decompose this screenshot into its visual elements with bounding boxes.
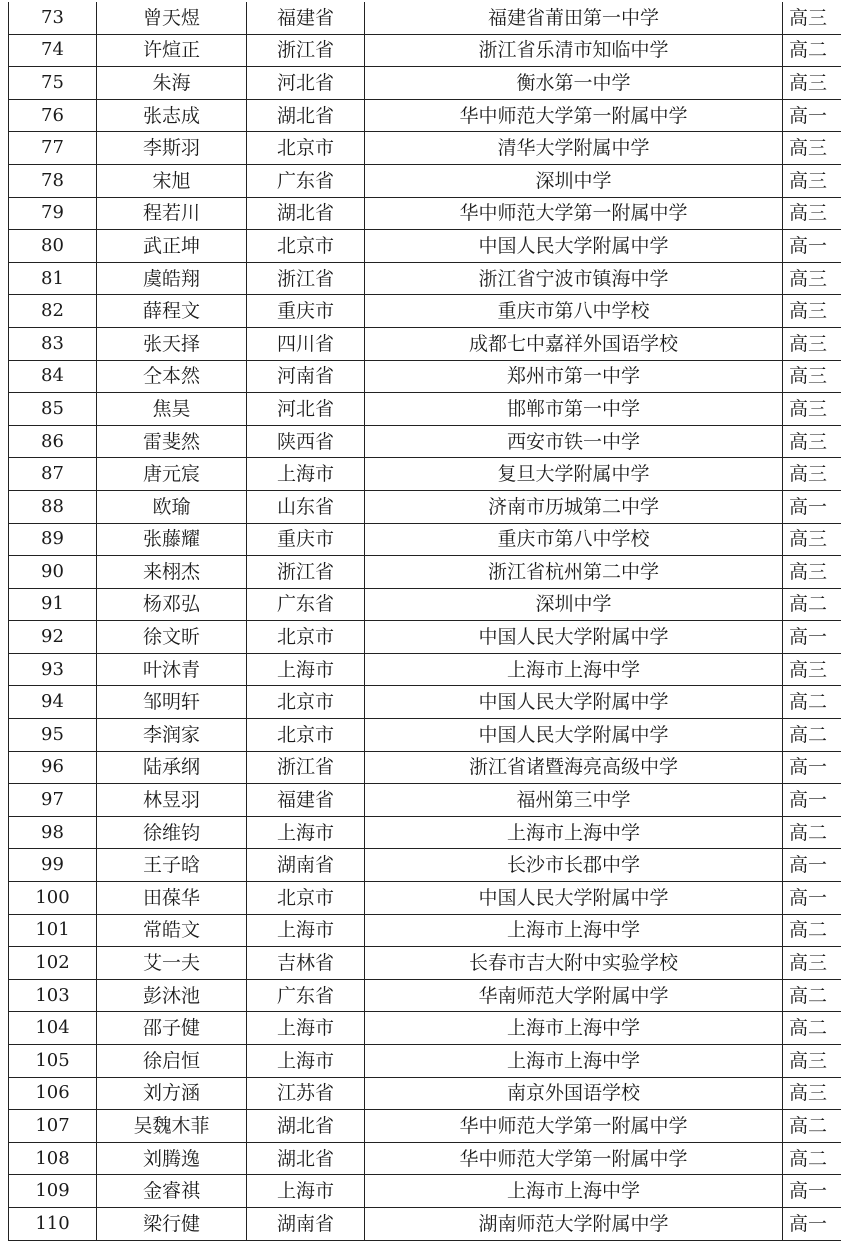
grade-cell: 高三	[783, 425, 841, 458]
table-row	[9, 979, 841, 1012]
student-name-cell: 张天择	[97, 327, 247, 360]
grade-cell: 高一	[783, 621, 841, 654]
school-cell: 衡水第一中学	[365, 67, 783, 100]
province-cell: 上海市	[247, 458, 365, 491]
table-row	[9, 360, 841, 393]
rank-cell: 82	[9, 295, 97, 328]
student-name-cell: 张志成	[97, 99, 247, 132]
table-row	[9, 1077, 841, 1110]
province-cell: 山东省	[247, 490, 365, 523]
province-cell: 河北省	[247, 67, 365, 100]
rank-cell: 79	[9, 197, 97, 230]
rank-cell: 95	[9, 719, 97, 752]
rank-cell: 97	[9, 784, 97, 817]
province-cell: 上海市	[247, 1045, 365, 1078]
province-cell: 湖南省	[247, 849, 365, 882]
school-cell: 深圳中学	[365, 588, 783, 621]
table-row	[9, 1207, 841, 1240]
school-cell: 福州第三中学	[365, 784, 783, 817]
rank-cell: 77	[9, 132, 97, 165]
student-name-cell: 张藤耀	[97, 523, 247, 556]
province-cell: 河南省	[247, 360, 365, 393]
grade-cell: 高一	[783, 490, 841, 523]
province-cell: 重庆市	[247, 523, 365, 556]
grade-cell: 高一	[783, 230, 841, 263]
province-cell: 福建省	[247, 2, 365, 34]
province-cell: 北京市	[247, 132, 365, 165]
grade-cell: 高三	[783, 262, 841, 295]
school-cell: 浙江省宁波市镇海中学	[365, 262, 783, 295]
province-cell: 浙江省	[247, 262, 365, 295]
results-table-body	[9, 2, 841, 1240]
student-name-cell: 程若川	[97, 197, 247, 230]
grade-cell: 高三	[783, 1077, 841, 1110]
student-name-cell: 田葆华	[97, 882, 247, 915]
grade-cell: 高二	[783, 1012, 841, 1045]
province-cell: 福建省	[247, 784, 365, 817]
table-row	[9, 947, 841, 980]
province-cell: 北京市	[247, 621, 365, 654]
table-row	[9, 1110, 841, 1143]
province-cell: 上海市	[247, 914, 365, 947]
student-name-cell: 徐文昕	[97, 621, 247, 654]
province-cell: 上海市	[247, 1012, 365, 1045]
province-cell: 北京市	[247, 719, 365, 752]
grade-cell: 高三	[783, 2, 841, 34]
table-row	[9, 2, 841, 34]
province-cell: 湖北省	[247, 197, 365, 230]
school-cell: 福建省莆田第一中学	[365, 2, 783, 34]
grade-cell: 高三	[783, 197, 841, 230]
table-row	[9, 67, 841, 100]
school-cell: 上海市上海中学	[365, 914, 783, 947]
student-name-cell: 彭沐池	[97, 979, 247, 1012]
school-cell: 邯郸市第一中学	[365, 393, 783, 426]
student-name-cell: 叶沐青	[97, 653, 247, 686]
province-cell: 陕西省	[247, 425, 365, 458]
rank-cell: 85	[9, 393, 97, 426]
student-name-cell: 林昱羽	[97, 784, 247, 817]
school-cell: 华南师范大学附属中学	[365, 979, 783, 1012]
province-cell: 湖南省	[247, 1207, 365, 1240]
rank-cell: 98	[9, 816, 97, 849]
student-name-cell: 曾天煜	[97, 2, 247, 34]
rank-cell: 89	[9, 523, 97, 556]
table-row	[9, 99, 841, 132]
rank-cell: 104	[9, 1012, 97, 1045]
province-cell: 北京市	[247, 882, 365, 915]
table-row	[9, 686, 841, 719]
grade-cell: 高二	[783, 816, 841, 849]
school-cell: 中国人民大学附属中学	[365, 621, 783, 654]
table-row	[9, 1175, 841, 1208]
table-row	[9, 425, 841, 458]
student-name-cell: 梁行健	[97, 1207, 247, 1240]
school-cell: 华中师范大学第一附属中学	[365, 1142, 783, 1175]
student-name-cell: 刘腾逸	[97, 1142, 247, 1175]
student-name-cell: 邹明轩	[97, 686, 247, 719]
rank-cell: 91	[9, 588, 97, 621]
school-cell: 长沙市长郡中学	[365, 849, 783, 882]
province-cell: 上海市	[247, 1175, 365, 1208]
table-row	[9, 621, 841, 654]
school-cell: 中国人民大学附属中学	[365, 719, 783, 752]
grade-cell: 高二	[783, 1142, 841, 1175]
table-row	[9, 882, 841, 915]
province-cell: 湖北省	[247, 1110, 365, 1143]
school-cell: 长春市吉大附中实验学校	[365, 947, 783, 980]
province-cell: 湖北省	[247, 1142, 365, 1175]
rank-cell: 101	[9, 914, 97, 947]
table-row	[9, 1045, 841, 1078]
school-cell: 成都七中嘉祥外国语学校	[365, 327, 783, 360]
school-cell: 浙江省诸暨海亮高级中学	[365, 751, 783, 784]
student-name-cell: 徐启恒	[97, 1045, 247, 1078]
province-cell: 北京市	[247, 686, 365, 719]
grade-cell: 高三	[783, 360, 841, 393]
rank-cell: 75	[9, 67, 97, 100]
student-name-cell: 欧瑜	[97, 490, 247, 523]
table-row	[9, 164, 841, 197]
school-cell: 华中师范大学第一附属中学	[365, 1110, 783, 1143]
student-name-cell: 王子晗	[97, 849, 247, 882]
school-cell: 清华大学附属中学	[365, 132, 783, 165]
student-name-cell: 焦昊	[97, 393, 247, 426]
school-cell: 华中师范大学第一附属中学	[365, 99, 783, 132]
school-cell: 上海市上海中学	[365, 653, 783, 686]
grade-cell: 高三	[783, 523, 841, 556]
table-row	[9, 816, 841, 849]
school-cell: 上海市上海中学	[365, 816, 783, 849]
rank-cell: 84	[9, 360, 97, 393]
student-name-cell: 朱海	[97, 67, 247, 100]
school-cell: 中国人民大学附属中学	[365, 686, 783, 719]
student-name-cell: 艾一夫	[97, 947, 247, 980]
grade-cell: 高二	[783, 1110, 841, 1143]
table-row	[9, 914, 841, 947]
results-table-container	[8, 2, 840, 1241]
rank-cell: 76	[9, 99, 97, 132]
rank-cell: 105	[9, 1045, 97, 1078]
table-row	[9, 393, 841, 426]
table-row	[9, 523, 841, 556]
table-row	[9, 849, 841, 882]
province-cell: 上海市	[247, 653, 365, 686]
province-cell: 浙江省	[247, 556, 365, 589]
table-row	[9, 262, 841, 295]
student-name-cell: 杨邓弘	[97, 588, 247, 621]
school-cell: 浙江省乐清市知临中学	[365, 34, 783, 67]
rank-cell: 96	[9, 751, 97, 784]
province-cell: 河北省	[247, 393, 365, 426]
student-name-cell: 李斯羽	[97, 132, 247, 165]
rank-cell: 74	[9, 34, 97, 67]
school-cell: 上海市上海中学	[365, 1045, 783, 1078]
school-cell: 上海市上海中学	[365, 1012, 783, 1045]
rank-cell: 108	[9, 1142, 97, 1175]
student-name-cell: 仝本然	[97, 360, 247, 393]
grade-cell: 高三	[783, 1045, 841, 1078]
school-cell: 中国人民大学附属中学	[365, 230, 783, 263]
student-name-cell: 武正坤	[97, 230, 247, 263]
table-row	[9, 653, 841, 686]
school-cell: 郑州市第一中学	[365, 360, 783, 393]
rank-cell: 102	[9, 947, 97, 980]
rank-cell: 78	[9, 164, 97, 197]
rank-cell: 100	[9, 882, 97, 915]
school-cell: 西安市铁一中学	[365, 425, 783, 458]
grade-cell: 高二	[783, 588, 841, 621]
rank-cell: 83	[9, 327, 97, 360]
results-table	[8, 2, 841, 1241]
table-row	[9, 458, 841, 491]
student-name-cell: 唐元宸	[97, 458, 247, 491]
grade-cell: 高三	[783, 458, 841, 491]
student-name-cell: 宋旭	[97, 164, 247, 197]
grade-cell: 高二	[783, 686, 841, 719]
student-name-cell: 邵子健	[97, 1012, 247, 1045]
rank-cell: 99	[9, 849, 97, 882]
rank-cell: 73	[9, 2, 97, 34]
province-cell: 重庆市	[247, 295, 365, 328]
grade-cell: 高三	[783, 653, 841, 686]
rank-cell: 80	[9, 230, 97, 263]
school-cell: 中国人民大学附属中学	[365, 882, 783, 915]
rank-cell: 94	[9, 686, 97, 719]
school-cell: 湖南师范大学附属中学	[365, 1207, 783, 1240]
rank-cell: 103	[9, 979, 97, 1012]
province-cell: 广东省	[247, 979, 365, 1012]
school-cell: 重庆市第八中学校	[365, 295, 783, 328]
province-cell: 湖北省	[247, 99, 365, 132]
student-name-cell: 许煊正	[97, 34, 247, 67]
table-row	[9, 230, 841, 263]
province-cell: 广东省	[247, 164, 365, 197]
student-name-cell: 徐维钧	[97, 816, 247, 849]
rank-cell: 81	[9, 262, 97, 295]
province-cell: 浙江省	[247, 751, 365, 784]
province-cell: 江苏省	[247, 1077, 365, 1110]
grade-cell: 高三	[783, 67, 841, 100]
student-name-cell: 雷斐然	[97, 425, 247, 458]
rank-cell: 86	[9, 425, 97, 458]
student-name-cell: 陆承纲	[97, 751, 247, 784]
province-cell: 上海市	[247, 816, 365, 849]
table-row	[9, 1012, 841, 1045]
school-cell: 济南市历城第二中学	[365, 490, 783, 523]
grade-cell: 高一	[783, 882, 841, 915]
student-name-cell: 薛程文	[97, 295, 247, 328]
school-cell: 上海市上海中学	[365, 1175, 783, 1208]
table-row	[9, 784, 841, 817]
student-name-cell: 虞皓翔	[97, 262, 247, 295]
school-cell: 浙江省杭州第二中学	[365, 556, 783, 589]
rank-cell: 87	[9, 458, 97, 491]
table-row	[9, 197, 841, 230]
table-row	[9, 327, 841, 360]
rank-cell: 92	[9, 621, 97, 654]
grade-cell: 高三	[783, 327, 841, 360]
table-row	[9, 490, 841, 523]
rank-cell: 88	[9, 490, 97, 523]
table-row	[9, 751, 841, 784]
province-cell: 吉林省	[247, 947, 365, 980]
grade-cell: 高一	[783, 1175, 841, 1208]
grade-cell: 高三	[783, 556, 841, 589]
grade-cell: 高二	[783, 34, 841, 67]
student-name-cell: 吴魏木菲	[97, 1110, 247, 1143]
grade-cell: 高三	[783, 393, 841, 426]
table-row	[9, 295, 841, 328]
school-cell: 南京外国语学校	[365, 1077, 783, 1110]
grade-cell: 高三	[783, 132, 841, 165]
grade-cell: 高三	[783, 295, 841, 328]
grade-cell: 高二	[783, 979, 841, 1012]
table-row	[9, 719, 841, 752]
province-cell: 浙江省	[247, 34, 365, 67]
grade-cell: 高一	[783, 784, 841, 817]
grade-cell: 高一	[783, 1207, 841, 1240]
rank-cell: 107	[9, 1110, 97, 1143]
school-cell: 重庆市第八中学校	[365, 523, 783, 556]
rank-cell: 90	[9, 556, 97, 589]
school-cell: 复旦大学附属中学	[365, 458, 783, 491]
school-cell: 华中师范大学第一附属中学	[365, 197, 783, 230]
school-cell: 深圳中学	[365, 164, 783, 197]
grade-cell: 高一	[783, 99, 841, 132]
grade-cell: 高二	[783, 914, 841, 947]
grade-cell: 高一	[783, 751, 841, 784]
table-row	[9, 34, 841, 67]
rank-cell: 110	[9, 1207, 97, 1240]
grade-cell: 高二	[783, 719, 841, 752]
province-cell: 广东省	[247, 588, 365, 621]
student-name-cell: 刘方涵	[97, 1077, 247, 1110]
table-row	[9, 1142, 841, 1175]
grade-cell: 高三	[783, 947, 841, 980]
grade-cell: 高三	[783, 164, 841, 197]
student-name-cell: 金睿祺	[97, 1175, 247, 1208]
grade-cell: 高一	[783, 849, 841, 882]
table-row	[9, 556, 841, 589]
province-cell: 北京市	[247, 230, 365, 263]
table-row	[9, 132, 841, 165]
table-row	[9, 588, 841, 621]
student-name-cell: 李润家	[97, 719, 247, 752]
rank-cell: 93	[9, 653, 97, 686]
rank-cell: 109	[9, 1175, 97, 1208]
province-cell: 四川省	[247, 327, 365, 360]
student-name-cell: 常皓文	[97, 914, 247, 947]
student-name-cell: 来栩杰	[97, 556, 247, 589]
rank-cell: 106	[9, 1077, 97, 1110]
